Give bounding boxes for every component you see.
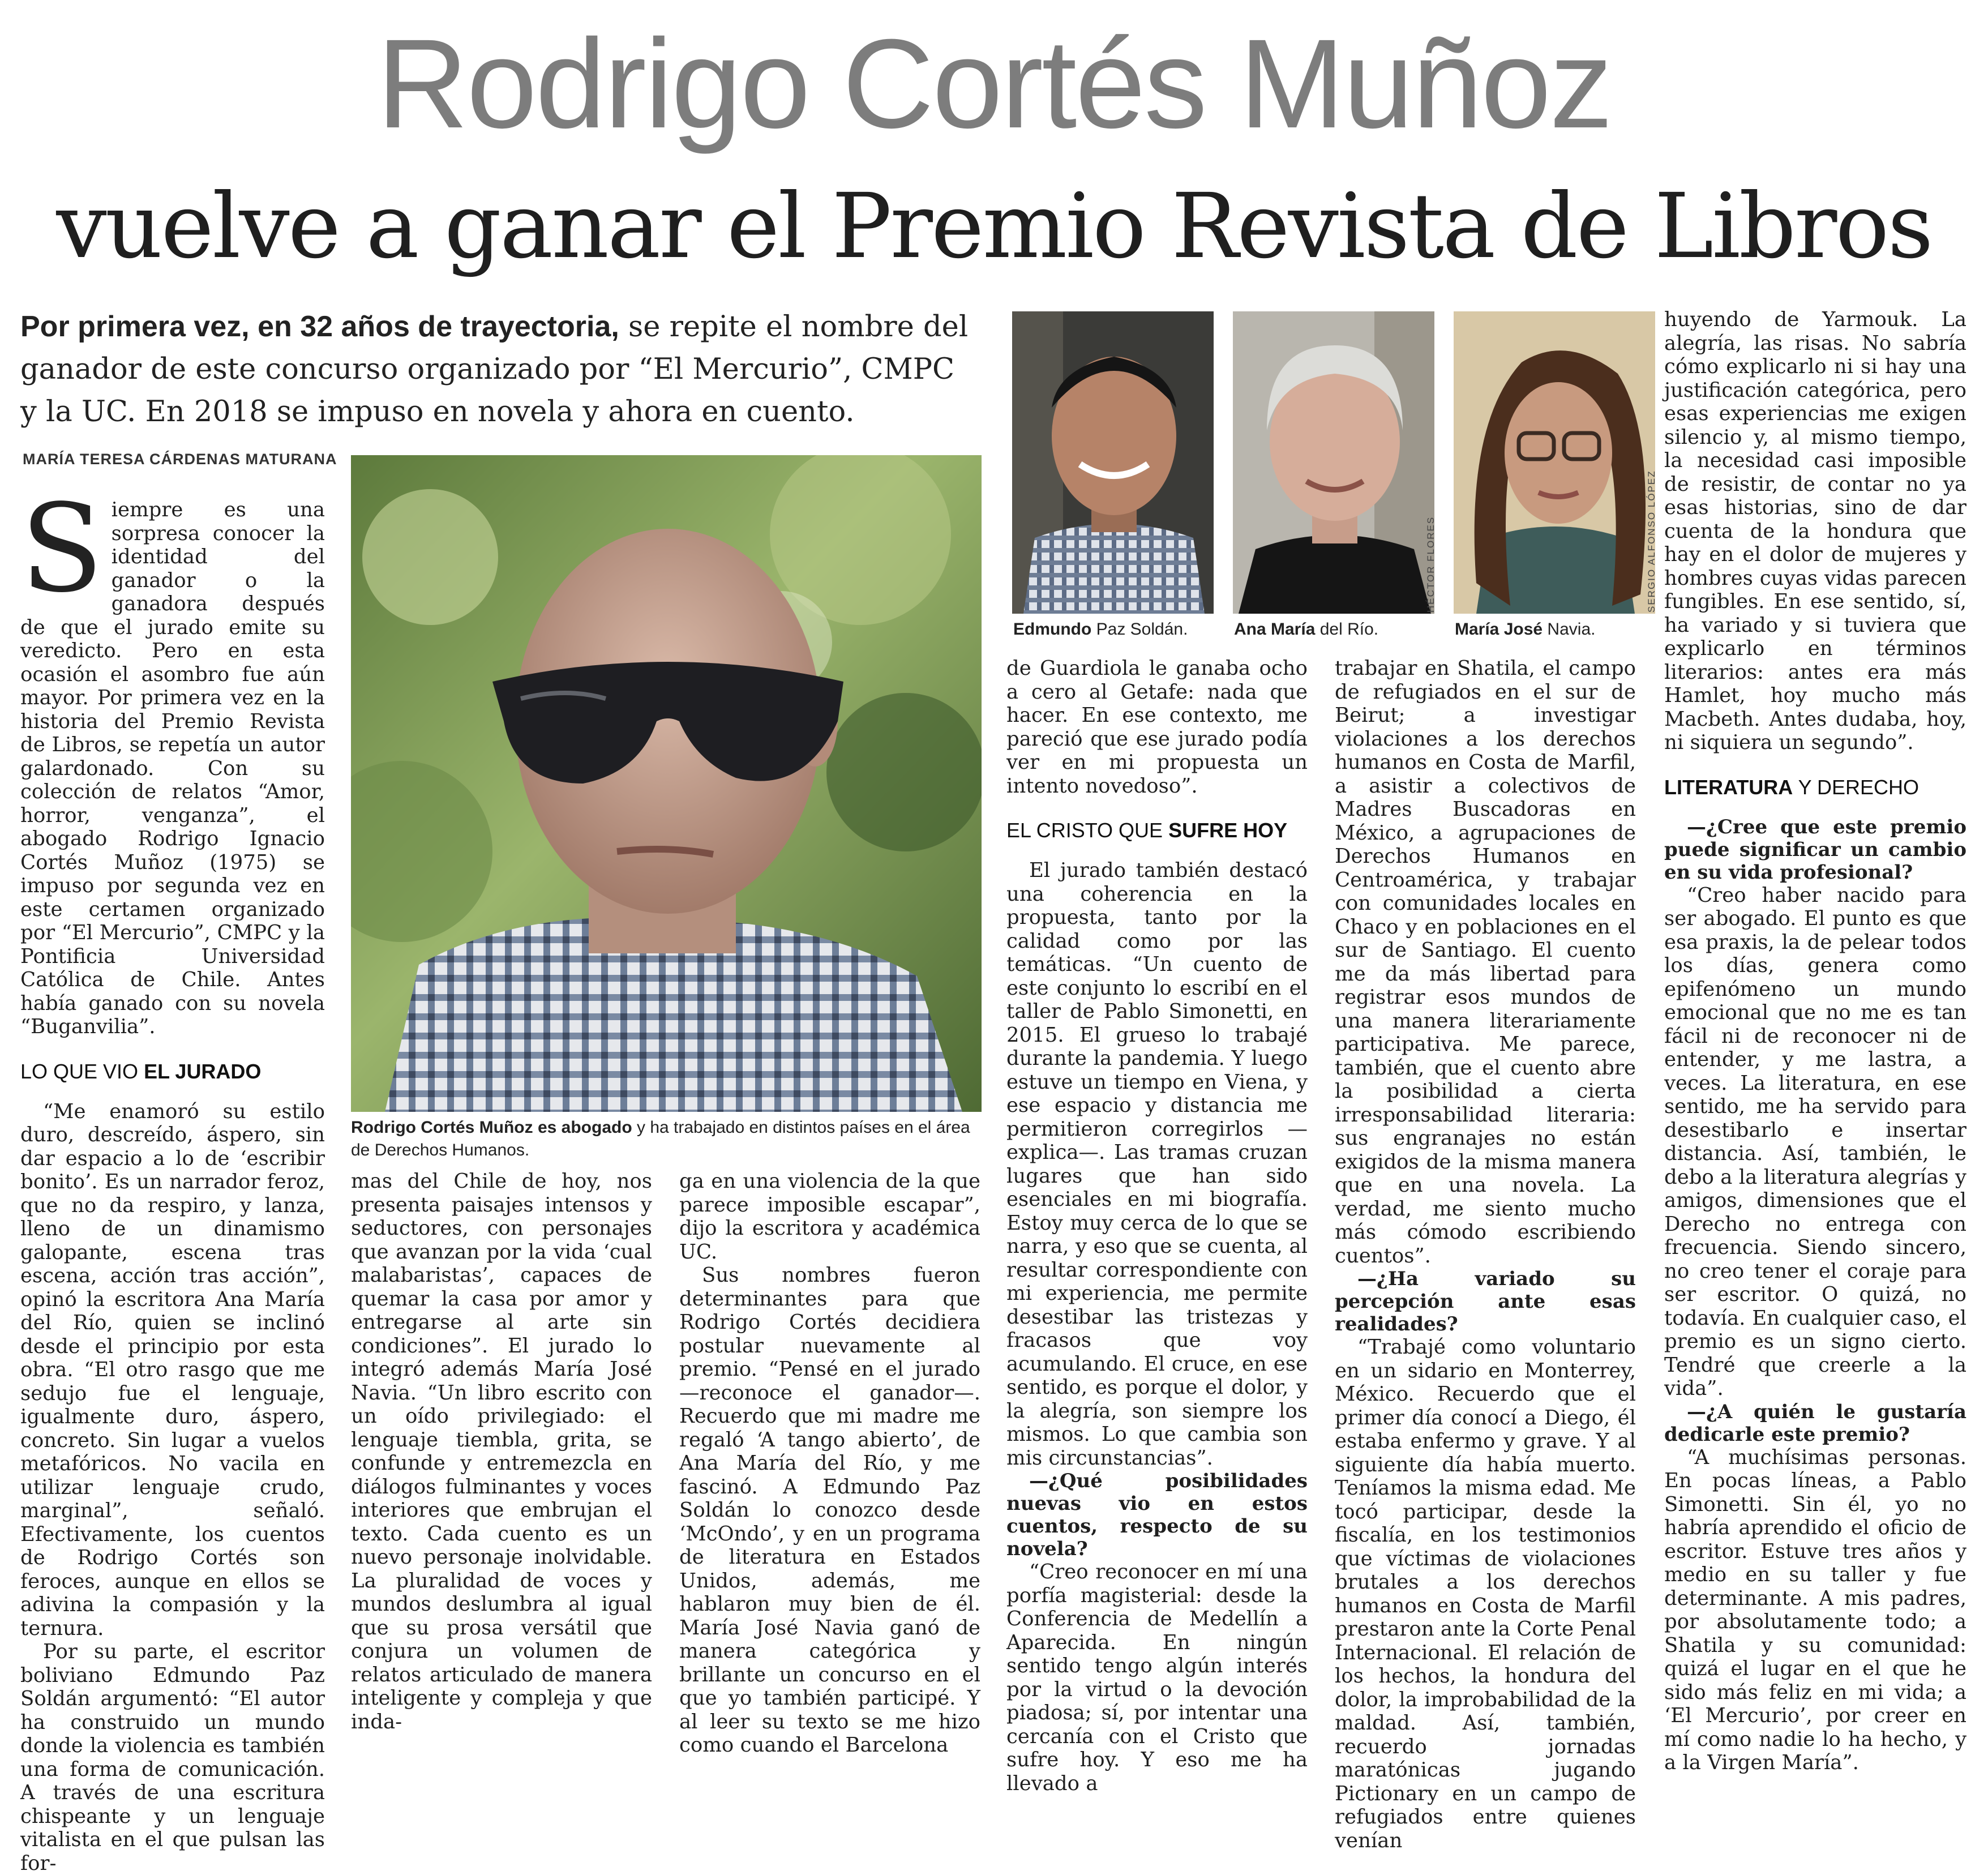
- column-4-paragraph-2: El jurado también destacó una coherencia en la propuesta, tanto por la calidad como por las temáticas. “Un cuento de este conjunto lo escribí en el taller de Pablo Simonetti, en 2015. El grueso lo trabajé durante la pandemia. Y luego estuve un tiempo en Viena, y ese espacio y distancia me permitieron corregirlos —explica—. Las tramas cruzan lugares que han sido esenciales en mi biografía. Estoy muy cerca de lo que se narra, y eso que se cuenta, al resultar correspondiente con mi experiencia, me permite desestibar las tristezas y fracasos que voy acumulando. El cruce, en ese sentido, es porque el dolor, y la alegría, son siempre los mismos. Lo que cambia son mis circunstancias”.: [1006, 859, 1308, 1470]
- byline: MARÍA TERESA CÁRDENAS MATURANA: [23, 451, 337, 468]
- lead-text: se repite el nombre del ganador de este concurso organizado por “El Mercurio”, CMPC y la UC. En 2018 se impuso en novela y ahora en cuento.: [20, 310, 969, 429]
- interview-question-3: —¿Cree que este premio puede significar un cambio en su vida profesional?: [1664, 815, 1966, 884]
- portrait-rodrigo-image: [351, 455, 982, 1112]
- article-column-1: [20, 478, 325, 1875]
- section-heading-literatura: [1664, 775, 1966, 800]
- section-heading-cristo-bold: SUFRE HOY: [1168, 819, 1288, 842]
- portrait-ana-maria-photo: [1233, 311, 1434, 614]
- main-photo-caption-bold: Rodrigo Cortés Muñoz es abogado: [351, 1118, 632, 1137]
- drop-cap: S: [20, 478, 104, 619]
- column-6-paragraph-1: huyendo de Yarmouk. La alegría, las risas. No sabría cómo explicarlo ni si hay una justificación categórica, pero esas experiencias me exigen silencio y, al mismo tiempo, la necesidad casi imposible de resistir, de contar no ya esas historias, sino de dar cuenta de la hondura que hay en el dolor de mujeres y hombres cuyas vidas parecen fungibles. En ese sentido, sí, ha variado y si tuviera que explicarlo en términos literarios: antes era más Hamlet, hoy mucho más Macbeth. Antes dudaba, hoy, ni siquiera un segundo”.: [1664, 308, 1966, 754]
- interview-question-1: —¿Qué posibilidades nuevas vio en estos cuentos, respecto de su novela?: [1006, 1470, 1308, 1560]
- article-column-6: [1664, 308, 1966, 1775]
- column-4-paragraph-1: de Guardiola le ganaba ocho a cero al Getafe: nada que hacer. En ese contexto, me pareció que ese jurado podía ver en mi propuesta un intento novedoso”.: [1006, 657, 1308, 798]
- main-photo: [351, 455, 982, 1112]
- column-1-intro-text: iempre es una sorpresa conocer la identidad del ganador o la ganadora después de que el jurado emite su veredicto. Pero en esta ocasión el asombro fue aún mayor. Por primera vez en la historia del Premio Revista de Libros, se repetía un autor galardonado. Con su colección de relatos “Amor, horror, venganza”, el abogado Rodrigo Ignacio Cortés Muñoz (1975) se impuso por segunda vez en este certamen organizado por “El Mercurio”, CMPC y la Pontificia Universidad Católica de Chile. Antes había ganado con su novela “Buganvilia”.: [20, 498, 325, 1038]
- portrait-edmundo-image: [1012, 311, 1214, 614]
- article-column-5: [1335, 657, 1636, 1852]
- column-3-paragraph-1: ga en una violencia de la que parece imposible escapar”, dijo la escritora y académica UC.: [679, 1170, 980, 1264]
- portrait-ana-maria-image: [1233, 311, 1434, 614]
- article-column-4: [1006, 657, 1308, 1795]
- column-6-paragraph-3: “A muchísimas personas. En pocas líneas, a Pablo Simonetti. Sin él, yo no habría aprendido el oficio de escritor. Estuve tres años y medio en su taller y fue determinante. A mis padres, por absolutamente todo; a Shatila y su comunidad: quizá el lugar en el que he sido más feliz en mi vida; a ‘El Mercurio’, por creer en mí como nadie lo ha hecho, y a la Virgen María”.: [1664, 1445, 1966, 1774]
- column-6-paragraph-2: “Creo haber nacido para ser abogado. El punto es que esa praxis, la de pelear todos los días, genera como epifenómeno un mundo emocional que no me es tan fácil ni de reconocer ni de entender, y me lastra, a veces. La literatura, en ese sentido, me ha servido para desestibarlo e insertar distancia. Así, también, le debo a la literatura alegrías y amigos, dimensiones que el Derecho no entrega con frecuencia. Siendo sincero, no creo tener el coraje para ser escritor. O quizá, no todavía. En cualquier caso, el premio es un signo cierto. Tendré que creerle a la vida”.: [1664, 883, 1966, 1400]
- portrait-maria-jose-caption: [1455, 618, 1595, 641]
- headline-line-2: vuelve a ganar el Premio Revista de Libros: [56, 174, 1932, 279]
- photo-credit-sergio-alfonso-lopez: SERGIO ALFONSO LÓPEZ: [1646, 470, 1657, 613]
- article-column-2: [351, 1170, 652, 1733]
- section-heading-jurado: [20, 1059, 325, 1084]
- portrait-ana-maria-name-bold: Ana María: [1234, 620, 1316, 639]
- interview-question-4: —¿A quién le gustaría dedicarle este premio?: [1664, 1400, 1966, 1446]
- headline-line-1: Rodrigo Cortés Muñoz: [376, 13, 1612, 155]
- portrait-edmundo-name-rest: Paz Soldán.: [1091, 620, 1188, 639]
- lead-bold: Por primera vez, en 32 años de trayectoria,: [20, 310, 619, 343]
- portrait-maria-jose-image: [1454, 311, 1655, 614]
- main-photo-caption: [351, 1116, 985, 1162]
- column-5-paragraph-1: trabajar en Shatila, el campo de refugiados en el sur de Beirut; a investigar violaciones a los derechos humanos en Costa de Marfil, a asistir a colectivos de Madres Buscadoras en México, a agrupaciones de Derechos Humanos en Centroamérica, y trabajar con comunidades locales en Chaco y en poblaciones en el sur de Santiago. El cuento me da más libertad para registrar esos mundos de una manera literariamente participativa. Me parece, también, que el cuento abre la posibilidad a cierta irresponsabilidad literaria: sus engranajes no están exigidos de la misma manera que en una novela. La verdad, me siento mucho más cómodo escribiendo cuentos”.: [1335, 657, 1636, 1268]
- column-1-paragraph-2: “Me enamoró su estilo duro, descreído, áspero, sin dar espacio a lo de ‘escribir bonito’. Es un narrador feroz, que no da respiro, y lanza, lleno de un dinamismo galopante, escena tras escena, acción tras acción”, opinó la escritora Ana María del Río, quien se inclinó desde el principio por esta obra. “El otro rasgo que me sedujo fue el lenguaje, igualmente duro, áspero, concreto. Sin lugar a vuelos metafóricos. No vacila en utilizar lenguaje crudo, marginal”, señaló. Efectivamente, los cuentos de Rodrigo Cortés son feroces, aunque en ellos se adivina la compasión y la ternura.: [20, 1099, 325, 1640]
- portrait-maria-jose-name-rest: Navia.: [1543, 620, 1596, 639]
- portrait-edmundo-photo: [1012, 311, 1214, 614]
- column-2-paragraph-1: mas del Chile de hoy, nos presenta paisajes intensos y seductores, con personajes que avanzan por la vida ‘cual malabaristas’, capaces de quemar la casa por amor y entregarse al arte sin condiciones”. El jurado lo integró además María José Navia. “Un libro escrito con un oído privilegiado: el lenguaje tiembla, grita, se confunde y entremezcla en diálogos fulminantes y voces interiores que embrujan el texto. Cada cuento es un nuevo personaje inolvidable. La pluralidad de voces y mundos deslumbra al igual que su prosa versátil que conjura un volumen de relatos articulado de manera inteligente y compleja y que inda-: [351, 1170, 652, 1733]
- section-heading-cristo: [1006, 818, 1308, 843]
- column-5-paragraph-2: “Trabajé como voluntario en un sidario en Monterrey, México. Recuerdo que el primer día conocí a Diego, él estaba enfermo y grave. Y al siguiente día había muerto. Teníamos la misma edad. Me tocó participar, desde la fiscalía, en los testimonios que víctimas de violaciones brutales a los derechos humanos en Costa de Marfil prestaron ante la Corte Penal Internacional. El relación de los hechos, la hondura del dolor, la improbabilidad de la maldad. Así, también, recuerdo jornadas maratónicas jugando Pictionary en un campo de refugiados entre quienes venían: [1335, 1335, 1636, 1852]
- portrait-ana-maria-name-rest: del Río.: [1315, 620, 1379, 639]
- section-heading-jurado-bold: EL JURADO: [144, 1059, 262, 1083]
- photo-credit-hector-flores: HÉCTOR FLORES: [1425, 516, 1436, 613]
- article-column-3: [679, 1170, 980, 1757]
- column-1-paragraph-3: Por su parte, el escritor boliviano Edmundo Paz Soldán argumentó: “El autor ha construido un mundo donde la violencia es también una forma de comunicación. A través de una escritura chispeante y un lenguaje vitalista en el que pulsan las for-: [20, 1640, 325, 1875]
- interview-question-2: —¿Ha variado su percepción ante esas realidades?: [1335, 1268, 1636, 1335]
- portrait-edmundo-name-bold: Edmundo: [1013, 620, 1092, 639]
- column-4-paragraph-3: “Creo reconocer en mí una porfía magisterial: desde la Conferencia de Medellín a Aparecida. En ningún sentido tengo algún interés por la virtud o la devoción piadosa; sí, por intentar una cercanía con el Cristo que sufre hoy. Y eso me ha llevado a: [1006, 1560, 1308, 1795]
- portrait-edmundo-caption: [1013, 618, 1188, 641]
- column-1-intro: [20, 478, 325, 1039]
- section-heading-cristo-light: EL CRISTO QUE: [1006, 819, 1169, 842]
- lead-paragraph: [20, 306, 977, 433]
- portrait-maria-jose-photo: [1454, 311, 1655, 614]
- portrait-ana-maria-caption: [1234, 618, 1378, 641]
- section-heading-literatura-bold: LITERATURA: [1664, 775, 1793, 799]
- section-heading-jurado-light: LO QUE VIO: [20, 1059, 144, 1083]
- main-photo-caption-text: y ha trabajado en distintos países en el área de Derechos Humanos.: [351, 1118, 970, 1159]
- column-3-paragraph-2: Sus nombres fueron determinantes para que Rodrigo Cortés decidiera postular nuevamente al premio. “Pensé en el jurado —reconoce el ganador—. Recuerdo que mi madre me regaló ‘A tango abierto’, de Ana María del Río, y me fascinó. A Edmundo Paz Soldán lo conozco desde ‘McOndo’, y en un programa de literatura en Estados Unidos, además, me hablaron muy bien de él. María José Navia ganó de manera categórica y brillante un concurso en el que yo también participé. Y al leer su texto se me hizo como cuando el Barcelona: [679, 1264, 980, 1757]
- portrait-maria-jose-name-bold: María José: [1455, 620, 1543, 639]
- section-heading-literatura-light: Y DERECHO: [1793, 775, 1920, 799]
